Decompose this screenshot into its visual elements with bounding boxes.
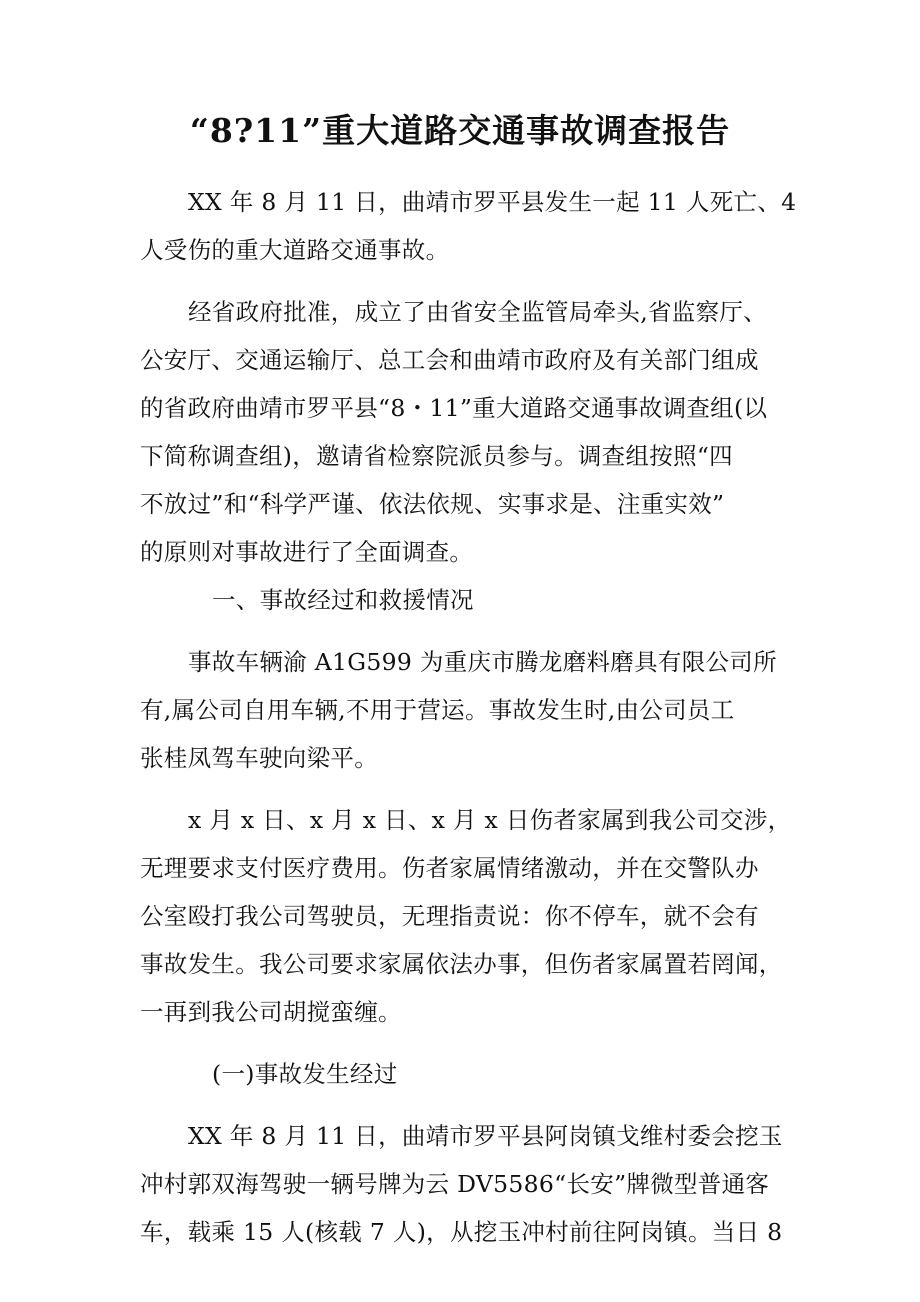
heading-line: 一、事故经过和救援情况 — [212, 586, 474, 614]
text-line: 无理要求支付医疗费用。伤者家属情绪激动，并在交警队办 — [140, 854, 759, 882]
text-line: 一再到我公司胡搅蛮缠。 — [140, 998, 402, 1026]
text-line: 张桂凤驾车驶向梁平。 — [140, 744, 378, 772]
document-body — [140, 178, 797, 1256]
text-line: 经省政府批准，成立了由省安全监管局牵头,省监察厅、 — [188, 298, 767, 326]
paragraph — [140, 1112, 790, 1256]
text-line: 下简称调查组)，邀请省检察院派员参与。调查组按照“四 — [140, 442, 733, 470]
text-line: 人受伤的重大道路交通事故。 — [140, 236, 450, 264]
subsection-heading — [140, 1050, 790, 1098]
paragraph — [140, 178, 797, 274]
text-line: 事故车辆渝 A1G599 为重庆市腾龙磨料磨具有限公司所 — [188, 648, 777, 676]
text-line: x 月 x 日、x 月 x 日、x 月 x 日伤者家属到我公司交涉， — [188, 806, 792, 834]
heading-line: (一)事故发生经过 — [212, 1060, 398, 1088]
text-line: 公安厅、交通运输厅、总工会和曲靖市政府及有关部门组成 — [140, 346, 759, 374]
text-line: 公室殴打我公司驾驶员，无理指责说：你不停车，就不会有 — [140, 902, 759, 930]
text-line: 不放过”和“科学严谨、依法依规、实事求是、注重实效” — [140, 490, 725, 518]
paragraph — [140, 288, 790, 576]
text-line: XX 年 8 月 11 日，曲靖市罗平县阿岗镇戈维村委会挖玉 — [188, 1122, 783, 1150]
document-title: “8?11”重大道路交通事故调查报告 — [189, 111, 731, 150]
paragraph — [140, 796, 790, 1036]
text-line: 的省政府曲靖市罗平县“8・11”重大道路交通事故调查组(以 — [140, 394, 768, 422]
text-line: 的原则对事故进行了全面调查。 — [140, 538, 474, 566]
paragraph — [140, 638, 790, 782]
text-line: 事故发生。我公司要求家属依法办事，但伤者家属置若罔闻， — [140, 950, 783, 978]
text-line: XX 年 8 月 11 日，曲靖市罗平县发生一起 11 人死亡、4 — [188, 188, 797, 216]
text-line: 车，载乘 15 人(核载 7 人)，从挖玉冲村前往阿岗镇。当日 8 — [140, 1218, 783, 1246]
section-heading — [140, 576, 790, 624]
text-line: 有,属公司自用车辆,不用于营运。事故发生时,由公司员工 — [140, 696, 735, 724]
text-line: 冲村郭双海驾驶一辆号牌为云 DV5586“长安”牌微型普通客 — [140, 1170, 770, 1198]
